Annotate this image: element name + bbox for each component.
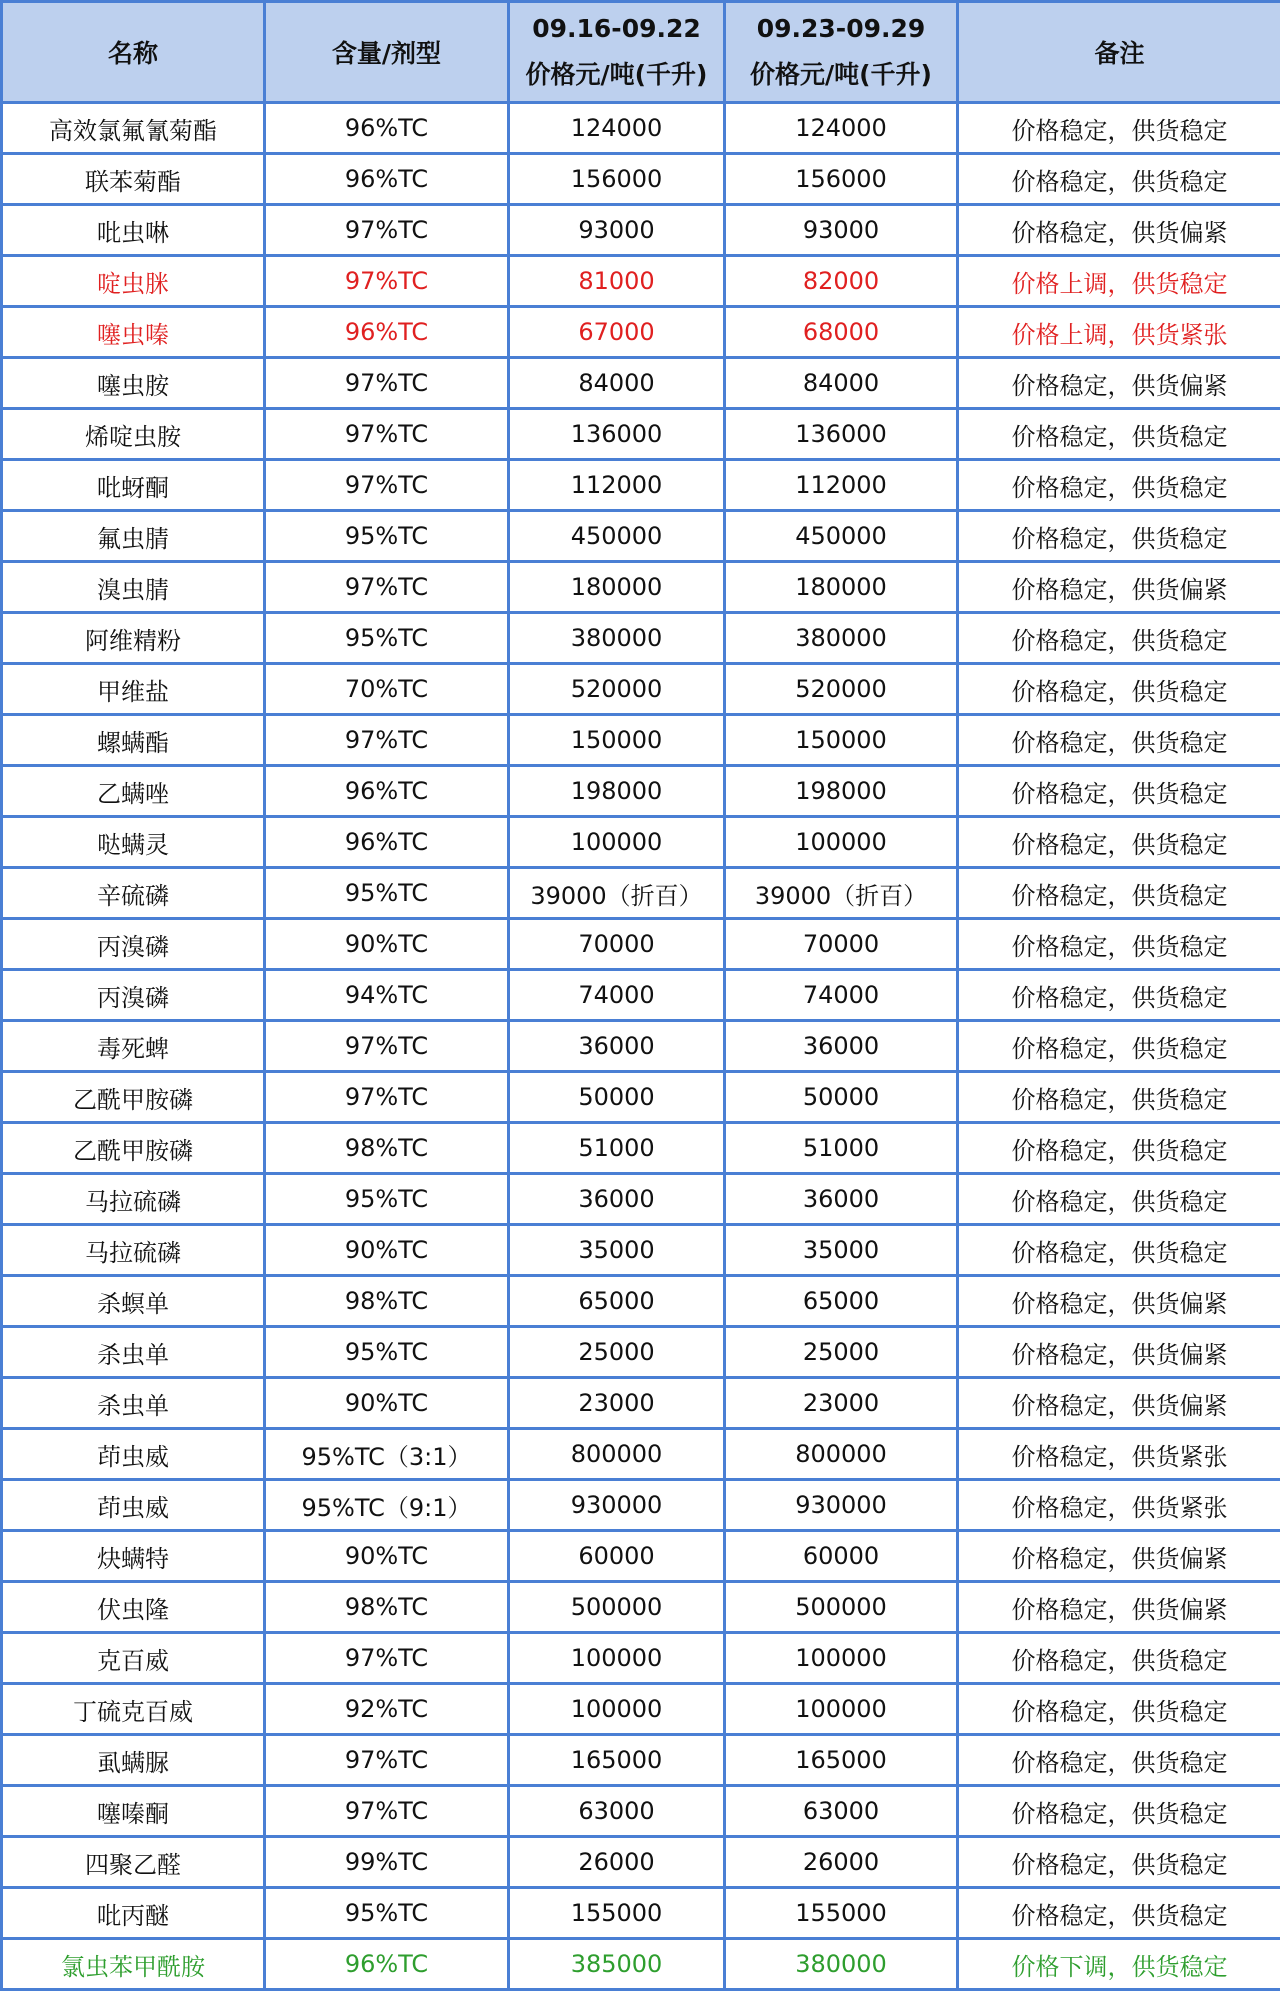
table-row bbox=[2, 205, 1280, 256]
cell-price-week1: 450000 bbox=[509, 511, 725, 562]
cell-spec: 97%TC bbox=[265, 1633, 509, 1684]
cell-name: 啶虫脒 bbox=[2, 256, 265, 307]
cell-price-week1: 39000（折百） bbox=[509, 868, 725, 919]
cell-note: 价格稳定，供货稳定 bbox=[958, 715, 1280, 766]
cell-name: 乙酰甲胺磷 bbox=[2, 1123, 265, 1174]
cell-note: 价格稳定，供货稳定 bbox=[958, 1174, 1280, 1225]
cell-spec: 95%TC bbox=[265, 1174, 509, 1225]
table-row bbox=[2, 103, 1280, 154]
table-row bbox=[2, 664, 1280, 715]
cell-name: 马拉硫磷 bbox=[2, 1174, 265, 1225]
cell-price-week1: 156000 bbox=[509, 154, 725, 205]
cell-note: 价格稳定，供货稳定 bbox=[958, 919, 1280, 970]
table-row bbox=[2, 1123, 1280, 1174]
header-row bbox=[2, 2, 1280, 103]
cell-spec: 97%TC bbox=[265, 460, 509, 511]
header-week1-unit: 价格元/吨(千升) bbox=[525, 60, 708, 89]
table-row bbox=[2, 409, 1280, 460]
table-row bbox=[2, 1633, 1280, 1684]
cell-spec: 90%TC bbox=[265, 1531, 509, 1582]
cell-spec: 97%TC bbox=[265, 1735, 509, 1786]
cell-price-week2: 50000 bbox=[725, 1072, 958, 1123]
cell-note: 价格稳定，供货稳定 bbox=[958, 1633, 1280, 1684]
cell-price-week2: 136000 bbox=[725, 409, 958, 460]
cell-note: 价格稳定，供货稳定 bbox=[958, 613, 1280, 664]
table-header bbox=[2, 2, 1280, 103]
cell-price-week1: 74000 bbox=[509, 970, 725, 1021]
cell-spec: 96%TC bbox=[265, 766, 509, 817]
cell-note: 价格上调，供货紧张 bbox=[958, 307, 1280, 358]
cell-note: 价格稳定，供货偏紧 bbox=[958, 1582, 1280, 1633]
cell-spec: 90%TC bbox=[265, 1378, 509, 1429]
table-row bbox=[2, 1531, 1280, 1582]
table-row bbox=[2, 1684, 1280, 1735]
cell-note: 价格稳定，供货稳定 bbox=[958, 1123, 1280, 1174]
cell-price-week1: 70000 bbox=[509, 919, 725, 970]
cell-name: 乙酰甲胺磷 bbox=[2, 1072, 265, 1123]
cell-price-week2: 930000 bbox=[725, 1480, 958, 1531]
cell-name: 阿维精粉 bbox=[2, 613, 265, 664]
cell-price-week1: 93000 bbox=[509, 205, 725, 256]
cell-spec: 98%TC bbox=[265, 1582, 509, 1633]
cell-spec: 97%TC bbox=[265, 358, 509, 409]
cell-price-week2: 100000 bbox=[725, 817, 958, 868]
cell-name: 杀虫单 bbox=[2, 1378, 265, 1429]
table-row bbox=[2, 766, 1280, 817]
cell-price-week2: 84000 bbox=[725, 358, 958, 409]
cell-name: 噻嗪酮 bbox=[2, 1786, 265, 1837]
cell-price-week1: 60000 bbox=[509, 1531, 725, 1582]
cell-spec: 96%TC bbox=[265, 817, 509, 868]
cell-spec: 95%TC bbox=[265, 511, 509, 562]
cell-price-week1: 65000 bbox=[509, 1276, 725, 1327]
cell-price-week2: 124000 bbox=[725, 103, 958, 154]
cell-spec: 97%TC bbox=[265, 562, 509, 613]
cell-price-week2: 36000 bbox=[725, 1174, 958, 1225]
cell-name: 吡丙醚 bbox=[2, 1888, 265, 1939]
cell-price-week1: 26000 bbox=[509, 1837, 725, 1888]
table-row bbox=[2, 1888, 1280, 1939]
cell-price-week1: 198000 bbox=[509, 766, 725, 817]
cell-spec: 97%TC bbox=[265, 256, 509, 307]
cell-name: 丙溴磷 bbox=[2, 919, 265, 970]
header-name: 名称 bbox=[2, 2, 265, 103]
header-note: 备注 bbox=[958, 2, 1280, 103]
cell-price-week1: 112000 bbox=[509, 460, 725, 511]
cell-note: 价格稳定，供货紧张 bbox=[958, 1429, 1280, 1480]
cell-name: 炔螨特 bbox=[2, 1531, 265, 1582]
table-row bbox=[2, 460, 1280, 511]
table-row bbox=[2, 1021, 1280, 1072]
cell-price-week1: 35000 bbox=[509, 1225, 725, 1276]
cell-price-week1: 124000 bbox=[509, 103, 725, 154]
cell-price-week1: 136000 bbox=[509, 409, 725, 460]
cell-name: 虱螨脲 bbox=[2, 1735, 265, 1786]
cell-name: 螺螨酯 bbox=[2, 715, 265, 766]
cell-spec: 96%TC bbox=[265, 103, 509, 154]
cell-name: 辛硫磷 bbox=[2, 868, 265, 919]
cell-price-week2: 100000 bbox=[725, 1684, 958, 1735]
table-row bbox=[2, 1786, 1280, 1837]
cell-note: 价格稳定，供货稳定 bbox=[958, 970, 1280, 1021]
cell-name: 杀虫单 bbox=[2, 1327, 265, 1378]
cell-note: 价格稳定，供货稳定 bbox=[958, 409, 1280, 460]
cell-price-week2: 520000 bbox=[725, 664, 958, 715]
cell-note: 价格稳定，供货稳定 bbox=[958, 1888, 1280, 1939]
cell-price-week1: 81000 bbox=[509, 256, 725, 307]
cell-note: 价格稳定，供货紧张 bbox=[958, 1480, 1280, 1531]
cell-price-week2: 82000 bbox=[725, 256, 958, 307]
header-week2-range: 09.23-09.29 bbox=[756, 14, 926, 43]
cell-price-week2: 380000 bbox=[725, 613, 958, 664]
cell-price-week1: 165000 bbox=[509, 1735, 725, 1786]
cell-price-week1: 380000 bbox=[509, 613, 725, 664]
cell-price-week2: 70000 bbox=[725, 919, 958, 970]
cell-note: 价格稳定，供货稳定 bbox=[958, 664, 1280, 715]
cell-price-week1: 800000 bbox=[509, 1429, 725, 1480]
cell-price-week2: 39000（折百） bbox=[725, 868, 958, 919]
cell-note: 价格下调，供货稳定 bbox=[958, 1939, 1280, 1990]
table-row bbox=[2, 154, 1280, 205]
cell-name: 氯虫苯甲酰胺 bbox=[2, 1939, 265, 1990]
table-row bbox=[2, 1327, 1280, 1378]
cell-note: 价格稳定，供货稳定 bbox=[958, 103, 1280, 154]
header-week2 bbox=[725, 2, 958, 103]
cell-note: 价格稳定，供货稳定 bbox=[958, 511, 1280, 562]
cell-note: 价格稳定，供货偏紧 bbox=[958, 205, 1280, 256]
cell-spec: 95%TC（9:1） bbox=[265, 1480, 509, 1531]
table-row bbox=[2, 1837, 1280, 1888]
cell-spec: 98%TC bbox=[265, 1276, 509, 1327]
table-row bbox=[2, 868, 1280, 919]
cell-price-week2: 51000 bbox=[725, 1123, 958, 1174]
cell-price-week1: 84000 bbox=[509, 358, 725, 409]
table-row bbox=[2, 256, 1280, 307]
cell-name: 丁硫克百威 bbox=[2, 1684, 265, 1735]
cell-name: 茚虫威 bbox=[2, 1429, 265, 1480]
cell-price-week1: 67000 bbox=[509, 307, 725, 358]
table-row bbox=[2, 1225, 1280, 1276]
cell-note: 价格稳定，供货稳定 bbox=[958, 1225, 1280, 1276]
cell-note: 价格稳定，供货稳定 bbox=[958, 817, 1280, 868]
table-row bbox=[2, 817, 1280, 868]
cell-name: 噻虫嗪 bbox=[2, 307, 265, 358]
cell-price-week1: 50000 bbox=[509, 1072, 725, 1123]
table-row bbox=[2, 562, 1280, 613]
cell-price-week1: 100000 bbox=[509, 817, 725, 868]
cell-spec: 99%TC bbox=[265, 1837, 509, 1888]
cell-price-week1: 100000 bbox=[509, 1684, 725, 1735]
cell-note: 价格稳定，供货稳定 bbox=[958, 1684, 1280, 1735]
cell-note: 价格稳定，供货稳定 bbox=[958, 154, 1280, 205]
cell-note: 价格稳定，供货偏紧 bbox=[958, 1276, 1280, 1327]
table-row bbox=[2, 307, 1280, 358]
table-row bbox=[2, 1582, 1280, 1633]
header-week2-unit: 价格元/吨(千升) bbox=[750, 60, 932, 89]
header-spec: 含量/剂型 bbox=[265, 2, 509, 103]
cell-spec: 97%TC bbox=[265, 1021, 509, 1072]
cell-name: 四聚乙醛 bbox=[2, 1837, 265, 1888]
cell-spec: 97%TC bbox=[265, 409, 509, 460]
cell-price-week1: 100000 bbox=[509, 1633, 725, 1684]
cell-price-week1: 23000 bbox=[509, 1378, 725, 1429]
cell-price-week2: 155000 bbox=[725, 1888, 958, 1939]
cell-note: 价格稳定，供货稳定 bbox=[958, 1072, 1280, 1123]
cell-note: 价格稳定，供货偏紧 bbox=[958, 1378, 1280, 1429]
cell-note: 价格稳定，供货稳定 bbox=[958, 1786, 1280, 1837]
cell-note: 价格稳定，供货稳定 bbox=[958, 1735, 1280, 1786]
cell-price-week2: 23000 bbox=[725, 1378, 958, 1429]
table-row bbox=[2, 511, 1280, 562]
cell-price-week2: 36000 bbox=[725, 1021, 958, 1072]
cell-note: 价格稳定，供货稳定 bbox=[958, 1021, 1280, 1072]
cell-price-week2: 380000 bbox=[725, 1939, 958, 1990]
cell-price-week2: 60000 bbox=[725, 1531, 958, 1582]
cell-price-week2: 26000 bbox=[725, 1837, 958, 1888]
cell-price-week2: 93000 bbox=[725, 205, 958, 256]
cell-spec: 97%TC bbox=[265, 1786, 509, 1837]
cell-name: 高效氯氟氰菊酯 bbox=[2, 103, 265, 154]
cell-spec: 96%TC bbox=[265, 154, 509, 205]
cell-price-week2: 500000 bbox=[725, 1582, 958, 1633]
cell-spec: 95%TC bbox=[265, 613, 509, 664]
cell-note: 价格稳定，供货稳定 bbox=[958, 460, 1280, 511]
cell-price-week2: 74000 bbox=[725, 970, 958, 1021]
cell-note: 价格稳定，供货偏紧 bbox=[958, 1531, 1280, 1582]
table-row bbox=[2, 1735, 1280, 1786]
cell-price-week2: 68000 bbox=[725, 307, 958, 358]
cell-price-week2: 800000 bbox=[725, 1429, 958, 1480]
cell-note: 价格稳定，供货偏紧 bbox=[958, 358, 1280, 409]
cell-name: 杀螟单 bbox=[2, 1276, 265, 1327]
cell-name: 吡蚜酮 bbox=[2, 460, 265, 511]
header-week1-range: 09.16-09.22 bbox=[532, 14, 701, 43]
cell-price-week2: 450000 bbox=[725, 511, 958, 562]
cell-name: 烯啶虫胺 bbox=[2, 409, 265, 460]
cell-spec: 96%TC bbox=[265, 1939, 509, 1990]
cell-note: 价格上调，供货稳定 bbox=[958, 256, 1280, 307]
cell-name: 马拉硫磷 bbox=[2, 1225, 265, 1276]
cell-spec: 96%TC bbox=[265, 307, 509, 358]
cell-price-week1: 51000 bbox=[509, 1123, 725, 1174]
cell-spec: 97%TC bbox=[265, 715, 509, 766]
cell-price-week1: 25000 bbox=[509, 1327, 725, 1378]
cell-price-week1: 520000 bbox=[509, 664, 725, 715]
cell-price-week2: 150000 bbox=[725, 715, 958, 766]
cell-name: 溴虫腈 bbox=[2, 562, 265, 613]
cell-name: 哒螨灵 bbox=[2, 817, 265, 868]
cell-price-week1: 150000 bbox=[509, 715, 725, 766]
table-row bbox=[2, 1276, 1280, 1327]
table-body bbox=[2, 103, 1280, 1990]
cell-price-week2: 100000 bbox=[725, 1633, 958, 1684]
table-row bbox=[2, 715, 1280, 766]
cell-name: 乙螨唑 bbox=[2, 766, 265, 817]
cell-spec: 97%TC bbox=[265, 205, 509, 256]
cell-name: 毒死蜱 bbox=[2, 1021, 265, 1072]
cell-price-week1: 36000 bbox=[509, 1174, 725, 1225]
cell-spec: 97%TC bbox=[265, 1072, 509, 1123]
cell-name: 噻虫胺 bbox=[2, 358, 265, 409]
table-row bbox=[2, 970, 1280, 1021]
cell-note: 价格稳定，供货偏紧 bbox=[958, 1327, 1280, 1378]
cell-price-week2: 198000 bbox=[725, 766, 958, 817]
cell-name: 氟虫腈 bbox=[2, 511, 265, 562]
cell-name: 伏虫隆 bbox=[2, 1582, 265, 1633]
cell-spec: 98%TC bbox=[265, 1123, 509, 1174]
table-row bbox=[2, 1072, 1280, 1123]
cell-spec: 95%TC（3:1） bbox=[265, 1429, 509, 1480]
table-row bbox=[2, 1939, 1280, 1990]
cell-name: 茚虫威 bbox=[2, 1480, 265, 1531]
cell-price-week1: 155000 bbox=[509, 1888, 725, 1939]
cell-note: 价格稳定，供货稳定 bbox=[958, 868, 1280, 919]
cell-spec: 92%TC bbox=[265, 1684, 509, 1735]
cell-price-week2: 25000 bbox=[725, 1327, 958, 1378]
cell-price-week2: 63000 bbox=[725, 1786, 958, 1837]
cell-note: 价格稳定，供货偏紧 bbox=[958, 562, 1280, 613]
cell-price-week1: 385000 bbox=[509, 1939, 725, 1990]
cell-note: 价格稳定，供货稳定 bbox=[958, 766, 1280, 817]
table-row bbox=[2, 613, 1280, 664]
cell-spec: 90%TC bbox=[265, 1225, 509, 1276]
cell-name: 甲维盐 bbox=[2, 664, 265, 715]
cell-spec: 70%TC bbox=[265, 664, 509, 715]
table-row bbox=[2, 1480, 1280, 1531]
cell-price-week2: 35000 bbox=[725, 1225, 958, 1276]
cell-price-week1: 36000 bbox=[509, 1021, 725, 1072]
cell-name: 吡虫啉 bbox=[2, 205, 265, 256]
cell-price-week2: 112000 bbox=[725, 460, 958, 511]
cell-price-week1: 180000 bbox=[509, 562, 725, 613]
cell-price-week2: 65000 bbox=[725, 1276, 958, 1327]
cell-price-week2: 165000 bbox=[725, 1735, 958, 1786]
cell-spec: 95%TC bbox=[265, 1888, 509, 1939]
table-row bbox=[2, 1378, 1280, 1429]
cell-spec: 95%TC bbox=[265, 868, 509, 919]
cell-name: 丙溴磷 bbox=[2, 970, 265, 1021]
cell-spec: 94%TC bbox=[265, 970, 509, 1021]
cell-price-week2: 156000 bbox=[725, 154, 958, 205]
header-week1 bbox=[509, 2, 725, 103]
cell-price-week1: 930000 bbox=[509, 1480, 725, 1531]
table-row bbox=[2, 1174, 1280, 1225]
table-row bbox=[2, 358, 1280, 409]
cell-spec: 90%TC bbox=[265, 919, 509, 970]
cell-price-week1: 63000 bbox=[509, 1786, 725, 1837]
cell-price-week2: 180000 bbox=[725, 562, 958, 613]
cell-spec: 95%TC bbox=[265, 1327, 509, 1378]
cell-name: 联苯菊酯 bbox=[2, 154, 265, 205]
cell-price-week1: 500000 bbox=[509, 1582, 725, 1633]
table-row bbox=[2, 1429, 1280, 1480]
cell-note: 价格稳定，供货稳定 bbox=[958, 1837, 1280, 1888]
table-row bbox=[2, 919, 1280, 970]
cell-name: 克百威 bbox=[2, 1633, 265, 1684]
